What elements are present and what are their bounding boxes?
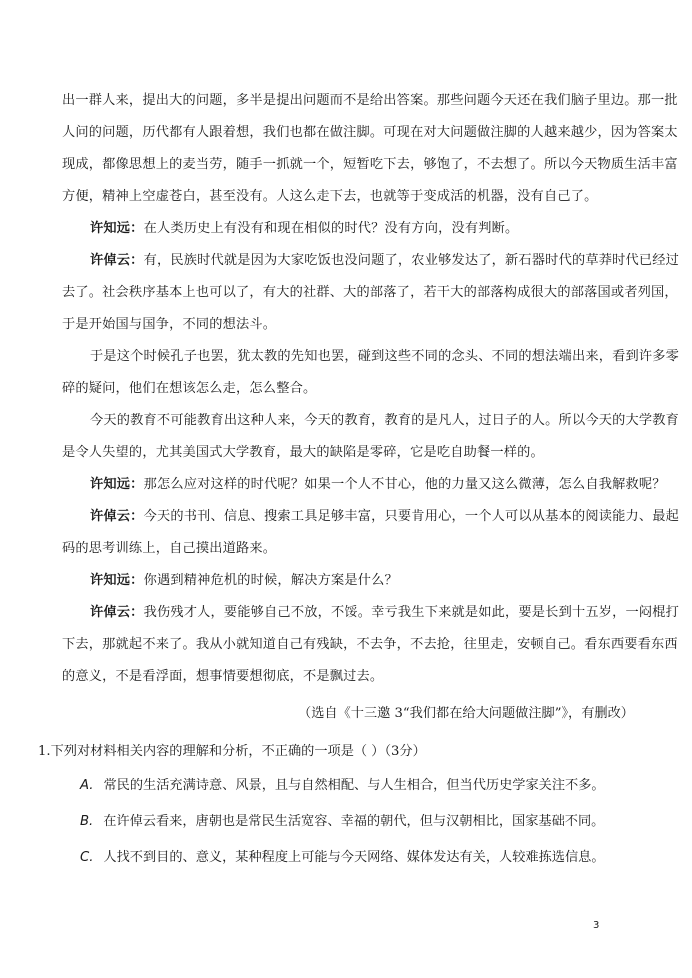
option-text: 常民的生活充满诗意、风景，且与自然相配、与人生相合，但当代历史学家关注不多。 [103,778,605,793]
dialogue-line [62,476,664,494]
body-line: 现成，都像思想上的麦当劳，随手一抓就一个，短暂吃下去，够饱了，不去想了。所以今天物质生活丰富 [62,157,678,172]
source-citation: （选自《十三邀 3“我们都在给大问题做注脚”》，有删改） [298,706,634,721]
body-line: 于是开始国与国争，不同的想法斗。 [62,317,277,332]
option-text: 人找不到目的、意义，某种程度上可能与今天网络、媒体发达有关，人较难拣选信息。 [103,850,605,865]
body-line: 方便，精神上空虚苍白，甚至没有。人这么走下去，也就等于变成活的机器，没有自己了。 [62,189,598,204]
body-line: 碎的疑问，他们在想该怎么走，怎么整合。 [62,381,317,396]
dialogue-text: 我伤残才人，要能够自己不放，不馁。幸亏我生下来就是如此，要是长到十五岁，一闷棍打 [143,605,680,620]
option-b [80,810,604,829]
body-line: 是令人失望的，尤其美国式大学教育，最大的缺陷是零碎，它是吃自助餐一样的。 [62,445,544,460]
speaker-label: 许知远： [90,221,144,236]
dialogue-line [62,220,664,238]
body-line: 的意义，不是看浮面，想事情要想彻底，不是飘过去。 [62,669,384,684]
dialogue-line [62,604,680,622]
dialogue-text: 那怎么应对这样的时代呢？如果一个人不甘心，他的力量又这么微薄，怎么自我解救呢？ [143,477,666,492]
page-number: 3 [593,920,600,931]
dialogue-text: 在人类历史上有没有和现在相似的时代？没有方向，没有判断。 [143,221,519,236]
option-letter: A. [80,778,94,793]
dialogue-text: 有，民族时代就是因为大家吃饭也没问题了，农业够发达了，新石器时代的草莽时代已经过 [143,253,680,268]
option-c [80,846,605,865]
speaker-label: 许知远： [90,573,144,588]
body-line: 下去，那就起不来了。我从小就知道自己有残缺，不去争，不去抢，往里走，安顿自己。看东西要看东西 [62,637,678,652]
dialogue-line [62,252,680,270]
dialogue-text: 你遇到精神危机的时候，解决方案是什么？ [143,573,398,588]
speaker-label: 许倬云： [90,253,144,268]
speaker-label: 许知远： [90,477,144,492]
speaker-label: 许倬云： [90,509,144,524]
option-a [80,774,605,793]
body-line: 码的思考训练上，自己摸出道路来。 [62,541,277,556]
dialogue-text: 今天的书刊、信息、搜索工具足够丰富，只要肯用心，一个人可以从基本的阅读能力、最起 [143,509,680,524]
dialogue-line [62,508,680,526]
body-line: 人问的问题，历代都有人跟着想，我们也都在做注脚。可现在对大问题做注脚的人越来越少，因为答案太 [62,125,678,140]
body-line: 去了。社会秩序基本上也可以了，有大的社群、大的部落了，若干大的部落构成很大的部落国或者列国， [62,285,678,300]
body-line: 出一群人来，提出大的问题，多半是提出问题而不是给出答案。那些问题今天还在我们脑子里边。那一批 [62,93,678,108]
option-text: 在许倬云看来，唐朝也是常民生活宽容、幸福的朝代，但与汉朝相比，国家基础不同。 [103,814,605,829]
body-line: 于是这个时候孔子也罢，犹太教的先知也罢，碰到这些不同的念头、不同的想法端出来，看到许多零 [90,349,680,364]
body-line: 今天的教育不可能教育出这种人来，今天的教育，教育的是凡人，过日子的人。所以今天的大学教育 [90,413,680,428]
question-title: 1.下列对材料相关内容的理解和分析，不正确的一项是（ ）（3分） [38,744,426,759]
dialogue-line [62,572,664,590]
option-letter: C. [80,850,94,865]
option-letter: B. [80,814,94,829]
speaker-label: 许倬云： [90,605,144,620]
